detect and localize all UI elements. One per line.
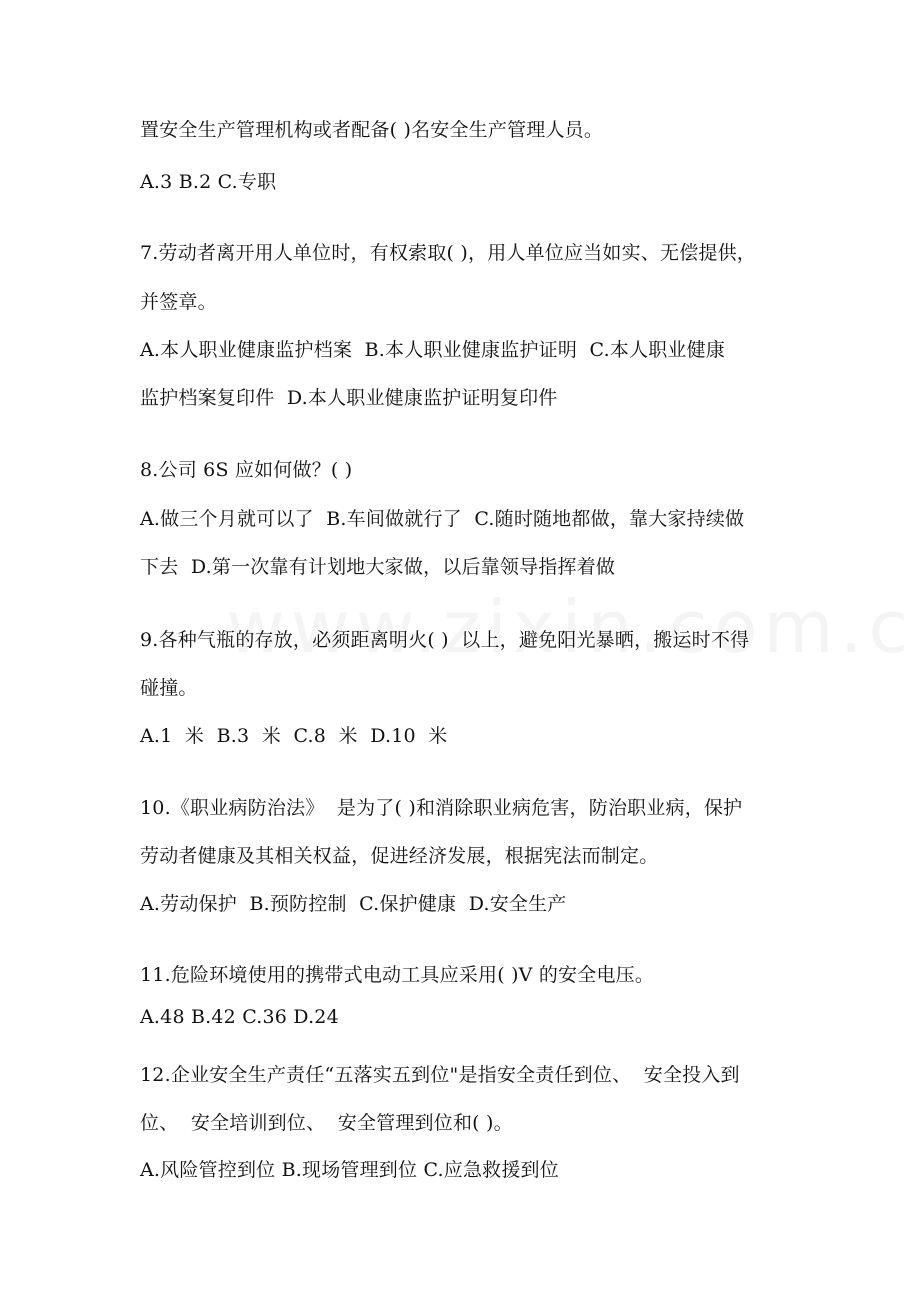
question-continuation-options: A.3 B.2 C.专职 [140, 171, 277, 193]
question-8-options-line-2: 下去 D.第一次靠有计划地大家做，以后靠领导指挥着做 [140, 556, 616, 578]
question-10-options: A.劳动保护 B.预防控制 C.保护健康 D.安全生产 [140, 893, 567, 915]
question-10-stem-line-1: 10.《职业病防治法》 是为了( )和消除职业病危害，防治职业病，保护 [140, 797, 743, 819]
question-9-options: A.1 米 B.3 米 C.8 米 D.10 米 [140, 725, 448, 747]
question-continuation-stem: 置安全生产管理机构或者配备( )名安全生产管理人员。 [140, 119, 604, 141]
question-7-stem-line-1: 7.劳动者离开用人单位时，有权索取( )，用人单位应当如实、无偿提供， [140, 242, 756, 264]
question-7-stem-line-2: 并签章。 [140, 291, 217, 313]
question-8-options-line-1: A.做三个月就可以了 B.车间做就行了 C.随时随地都做，靠大家持续做 [140, 508, 745, 530]
question-10-stem-line-2: 劳动者健康及其相关权益，促进经济发展，根据宪法而制定。 [140, 845, 659, 867]
question-7-options-line-1: A.本人职业健康监护档案 B.本人职业健康监护证明 C.本人职业健康 [140, 339, 726, 361]
question-12-options: A.风险管控到位 B.现场管理到位 C.应急救援到位 [140, 1159, 559, 1181]
question-12-stem-line-1: 12.企业安全生产责任“五落实五到位"是指安全责任到位、 安全投入到 [140, 1064, 740, 1086]
question-7-options-line-2: 监护档案复印件 D.本人职业健康监护证明复印件 [140, 387, 558, 409]
question-11-stem: 11.危险环境使用的携带式电动工具应采用( )V 的安全电压。 [140, 964, 655, 986]
question-9-stem-line-2: 碰撞。 [140, 677, 198, 699]
question-9-stem-line-1: 9.各种气瓶的存放，必须距离明火( ) 以上，避免阳光暴晒，搬运时不得 [140, 629, 750, 651]
question-11-options: A.48 B.42 C.36 D.24 [140, 1006, 339, 1028]
question-8-stem: 8.公司 6S 应如何做？( ) [140, 459, 353, 481]
question-12-stem-line-2: 位、 安全培训到位、 安全管理到位和( )。 [140, 1112, 513, 1134]
